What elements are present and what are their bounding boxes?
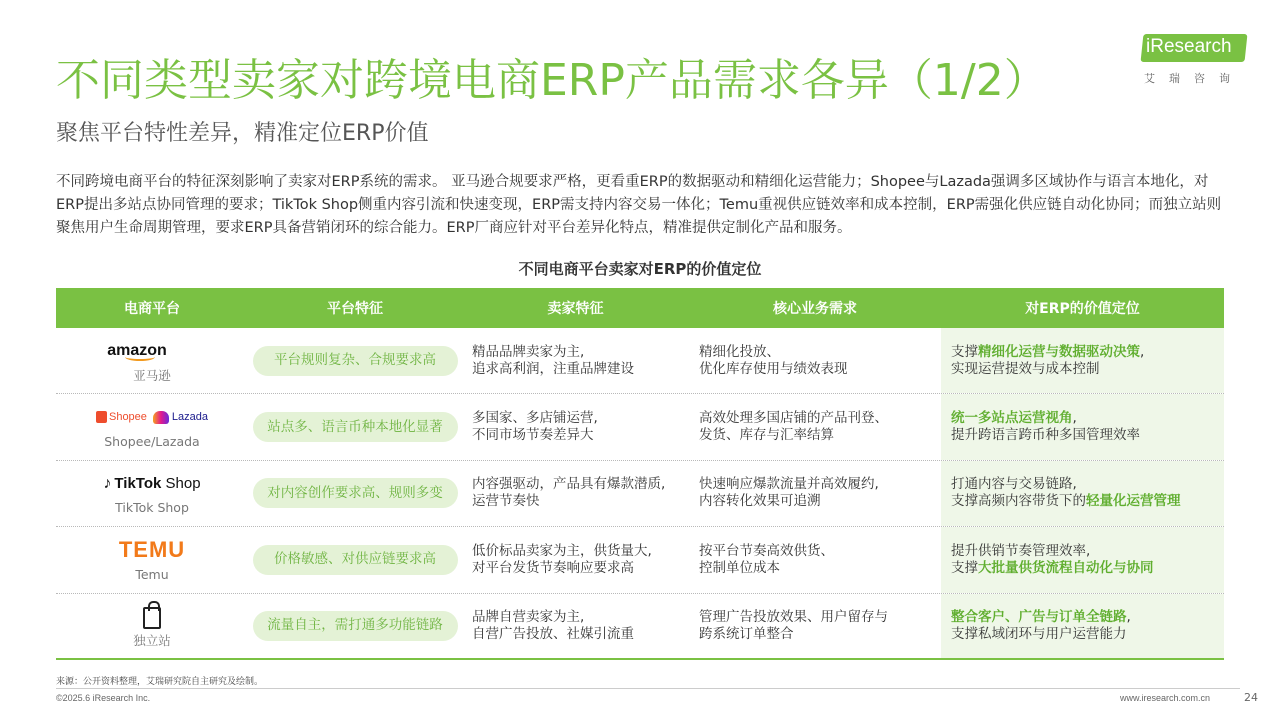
needs-line: 跨系统订单整合	[699, 625, 794, 642]
value-line: 支撑精细化运营与数据驱动决策,	[951, 343, 1145, 360]
needs-cell	[689, 527, 941, 592]
platform-name: 独立站	[133, 632, 171, 648]
needs-line: 优化库存使用与绩效表现	[699, 360, 848, 377]
seller-cell	[462, 328, 689, 393]
footer-divider	[56, 688, 1240, 689]
needs-cell	[689, 328, 941, 393]
shopee-bag-icon	[96, 411, 107, 423]
website-link[interactable]: www.iresearch.com.cn	[1120, 693, 1211, 703]
feature-cell	[248, 594, 462, 658]
page-title: 不同类型卖家对跨境电商ERP产品需求各异（1/2）	[56, 55, 1048, 106]
source-note: 来源：公开资料整理，艾瑞研究院自主研究及绘制。	[56, 677, 264, 687]
shopee-wordmark: Shopee	[96, 409, 147, 426]
feature-cell	[248, 328, 462, 393]
shopping-bag-icon	[143, 607, 161, 629]
shopee-lazada-logo	[96, 404, 208, 430]
value-line: 提升供销节奏管理效率,	[951, 542, 1091, 559]
needs-cell	[689, 594, 941, 658]
table-header-row	[56, 288, 1224, 328]
needs-line: 按平台节奏高效供货、	[699, 542, 834, 559]
tiktok-note-icon: ♪	[103, 474, 112, 492]
value-cell	[941, 328, 1224, 393]
value-line: 支撑大批量供货流程自动化与协同	[951, 559, 1154, 576]
logo-cn-text: 艾瑞咨询	[1144, 72, 1244, 85]
value-line: 实现运营提效与成本控制	[951, 360, 1100, 377]
table-row	[56, 394, 1224, 460]
feature-pill: 对内容创作要求高、规则多变	[253, 478, 458, 508]
value-cell	[941, 527, 1224, 592]
iresearch-logo	[1140, 34, 1252, 86]
platform-cell	[56, 527, 248, 592]
feature-pill: 平台规则复杂、合规要求高	[253, 346, 458, 376]
value-line: 打通内容与交易链路,	[951, 476, 1077, 493]
platform-table	[56, 288, 1224, 660]
value-line: 整合客户、广告与订单全链路,	[951, 608, 1131, 625]
tiktok-shop-logo	[103, 470, 200, 496]
table-row	[56, 594, 1224, 660]
value-cell	[941, 394, 1224, 459]
tiktok-wordmark: ♪ TikTok Shop	[103, 474, 201, 492]
needs-line: 精细化投放、	[699, 343, 780, 360]
value-cell	[941, 594, 1224, 658]
copyright: ©2025.6 iResearch Inc.	[56, 693, 151, 703]
amazon-smile-icon	[125, 353, 155, 361]
header-seller: 卖家特征	[547, 301, 604, 317]
feature-cell	[248, 527, 462, 592]
value-line: 支撑高频内容带货下的轻量化运营管理	[951, 493, 1181, 510]
value-line: 提升跨语言跨币种多国管理效率	[951, 427, 1140, 444]
seller-line: 低价标品卖家为主，供货量大,	[472, 542, 652, 559]
seller-cell	[462, 594, 689, 658]
seller-line: 内容强驱动，产品具有爆款潜质,	[472, 476, 666, 493]
temu-logo	[119, 537, 185, 563]
needs-line: 发货、库存与汇率结算	[699, 427, 834, 444]
temu-logo-icon: TEMU	[118, 537, 186, 563]
seller-line: 精品品牌卖家为主,	[472, 343, 585, 360]
seller-line: 品牌自营卖家为主,	[472, 608, 585, 625]
seller-cell	[462, 461, 689, 526]
feature-pill: 价格敏感、对供应链要求高	[253, 545, 458, 575]
amazon-logo	[107, 338, 197, 364]
header-platform: 电商平台	[124, 301, 180, 317]
platform-cell	[56, 461, 248, 526]
amazon-wordmark: amazon	[107, 342, 167, 360]
header-feature: 平台特征	[327, 301, 383, 317]
feature-cell	[248, 394, 462, 459]
lazada-wordmark: Lazada	[153, 409, 208, 426]
platform-cell	[56, 594, 248, 658]
header-needs: 核心业务需求	[773, 301, 857, 317]
header-value: 对ERP的价值定位	[1025, 301, 1140, 317]
platform-name: Shopee/Lazada	[104, 434, 200, 450]
logo-text: iResearch	[1146, 36, 1232, 57]
platform-name: TikTok Shop	[115, 500, 189, 516]
feature-pill: 站点多、语言币种本地化显著	[253, 412, 458, 442]
needs-line: 快速响应爆款流量并高效履约,	[699, 476, 879, 493]
independent-site-logo	[143, 603, 161, 629]
feature-pill: 流量自主，需打通多功能链路	[253, 611, 458, 641]
table-row	[56, 461, 1224, 527]
intro-paragraph: 不同跨境电商平台的特征深刻影响了卖家对ERP系统的需求。 亚马逊合规要求严格，更看重ERP的数据驱动和精细化运营能力；Shopee与Lazada强调多区域协作与语言本地化，对ERP提出多站点协同管理的要求；TikTok Shop侧重内容引流和快速变现，ERP需支持内容交易一体化；Temu重视供应链效率和成本控制，ERP需强化供应链自动化协同；而独立站则聚焦用户生命周期管理，要求ERP具备营销闭环的综合能力。ERP厂商应针对平台差异化特点，精准提供定制化产品和服务。	[56, 174, 1222, 236]
needs-cell	[689, 461, 941, 526]
seller-line: 多国家、多店铺运营,	[472, 410, 598, 427]
value-cell	[941, 461, 1224, 526]
lazada-heart-icon	[153, 411, 169, 424]
seller-cell	[462, 394, 689, 459]
feature-cell	[248, 461, 462, 526]
platform-cell	[56, 394, 248, 459]
seller-line: 追求高利润，注重品牌建设	[472, 360, 634, 377]
platform-name: 亚马逊	[133, 367, 171, 383]
needs-line: 控制单位成本	[699, 559, 780, 576]
table-row	[56, 328, 1224, 394]
seller-cell	[462, 527, 689, 592]
page-subtitle: 聚焦平台特性差异，精准定位ERP价值	[56, 121, 429, 146]
needs-line: 管理广告投放效果、用户留存与	[699, 608, 888, 625]
needs-line: 内容转化效果可追溯	[699, 493, 821, 510]
platform-name: Temu	[135, 566, 169, 582]
seller-line: 运营节奏快	[472, 493, 540, 510]
seller-line: 对平台发货节奏响应要求高	[472, 559, 634, 576]
seller-line: 不同市场节奏差异大	[472, 427, 594, 444]
value-line: 统一多站点运营视角,	[951, 410, 1077, 427]
page-number: 24	[1244, 691, 1258, 704]
platform-cell	[56, 328, 248, 393]
table-row	[56, 527, 1224, 593]
needs-cell	[689, 394, 941, 459]
value-line: 支撑私域闭环与用户运营能力	[951, 625, 1127, 642]
table-title: 不同电商平台卖家对ERP的价值定位	[518, 260, 762, 278]
seller-line: 自营广告投放、社媒引流重	[472, 625, 634, 642]
needs-line: 高效处理多国店铺的产品刊登、	[699, 410, 888, 427]
